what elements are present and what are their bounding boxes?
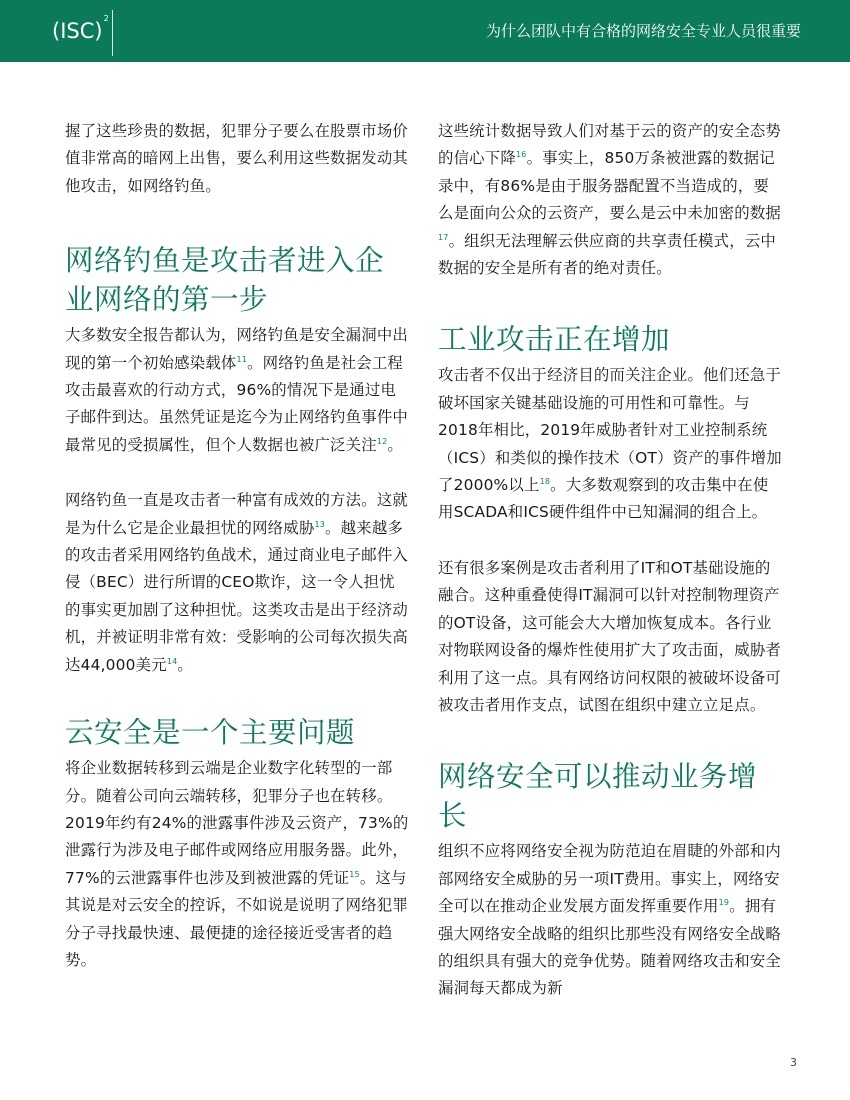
footnote-ref: 15 bbox=[349, 869, 360, 879]
section-heading-industrial: 工业攻击正在增加 bbox=[438, 323, 671, 357]
section-heading-cloud: 云安全是一个主要问题 bbox=[65, 716, 356, 750]
footnote-ref: 19 bbox=[718, 898, 730, 907]
paragraph: 还有很多案例是攻击者利用了IT和OT基础设施的融合。这种重叠使得IT漏洞可以针对控制物理资产的OT设备，这可能会大大增加恢复成本。各行业对物联网设备的爆炸性使用扩大了攻击面，威胁者利用了这一点。具有网络访问权限的被破坏设备可被攻击者用作支点，试图在组织中建立立足点。 bbox=[438, 558, 781, 714]
paragraph: 网络钓鱼一直是攻击者一种富有成效的方法。这就是为什么它是企业最担忧的网络威胁$^{13}$。越来越多的攻击者采用网络钓鱼战术，通过商业电子邮件入侵（BEC）进行所谓的CEO欺诈，这一令人担忧的事实更加剧了这种担忧。这类攻击是出于经济动机，并被证明非常有效：受影响的公司每次损失高达44,000美元$^{14}$。 bbox=[65, 491, 408, 674]
footnote-ref: 18 bbox=[539, 476, 551, 486]
paragraph: 这些统计数据导致人们对基于云的资产的安全态势的信心下降$^{16}$。事实上，850万条被泄露的数据记录中，有86%是由于服务器配置不当造成的，要么是面向公众的云资产，要么是云中未加密的数据$^{17}$。组织无法理解云供应商的共享责任模式，云中数据的安全是所有者的绝对责任。 bbox=[438, 122, 781, 278]
document-title: 为什么团队中有合格的网络安全专业人员很重要 bbox=[485, 22, 801, 40]
section-heading-business: 网络安全可以推动业务增长 bbox=[438, 760, 758, 833]
header-bar bbox=[0, 0, 850, 62]
footnote-ref: 16 bbox=[515, 150, 527, 160]
paragraph: 将企业数据转移到云端是企业数字化转型的一部分。随着公司向云端转移，犯罪分子也在转移。2019年约有24%的泄露事件涉及云资产，73%的泄露行为涉及电子邮件或网络应用服务器。此外，77%的云泄露事件也涉及到被泄露的凭证$^{15}$。这与其说是对云安全的控诉，不如说是说明了网络犯罪分子寻找最快速、最便捷的途径接近受害者的趋势。 bbox=[65, 759, 409, 969]
isc2-logo: (ISC)$^2$ bbox=[52, 14, 109, 43]
page-number: 3 bbox=[790, 1056, 797, 1069]
footnote-ref: 12 bbox=[376, 436, 388, 446]
paragraph: 组织不应将网络安全视为防范迫在眉睫的外部和内部网络安全威胁的另一项IT费用。事实上，网络安全可以在推动企业发展方面发挥重要作用$^{19}$。拥有强大网络安全战略的组织比那些没有网络安全战略的组织具有强大的竞争优势。随着网络攻击和安全漏洞每天都成为新 bbox=[438, 842, 781, 998]
right-column bbox=[438, 118, 784, 1003]
left-column bbox=[65, 118, 410, 974]
paragraph: 握了这些珍贵的数据，犯罪分子要么在股票市场价值非常高的暗网上出售，要么利用这些数据发动其他攻击，如网络钓鱼。 bbox=[65, 122, 408, 195]
paragraph: 攻击者不仅出于经济目的而关注企业。他们还急于破坏国家关键基础设施的可用性和可靠性。与2018年相比，2019年威胁者针对工业控制系统（ICS）和类似的操作技术（OT）资产的事件增加了2000%以上$^{18}$。大多数观察到的攻击集中在使用SCADA和ICS硬件组件中已知漏洞的组合上。 bbox=[438, 366, 782, 522]
footnote-ref: 17 bbox=[438, 232, 449, 242]
section-heading-phishing: 网络钓鱼是攻击者进入企业网络的第一步 bbox=[65, 244, 385, 317]
footnote-ref: 11 bbox=[236, 354, 248, 364]
footnote-ref: 14 bbox=[166, 656, 178, 666]
footnote-ref: 13 bbox=[314, 519, 326, 529]
paragraph: 大多数安全报告都认为，网络钓鱼是安全漏洞中出现的第一个初始感染载体$^{11}$。网络钓鱼是社会工程攻击最喜欢的行动方式，96%的情况下是通过电子邮件到达。虽然凭证是迄今为止网络钓鱼事件中最常见的受损属性，但个人数据也被广泛关注$^{12}$。 bbox=[65, 326, 408, 454]
header-divider bbox=[112, 10, 113, 56]
